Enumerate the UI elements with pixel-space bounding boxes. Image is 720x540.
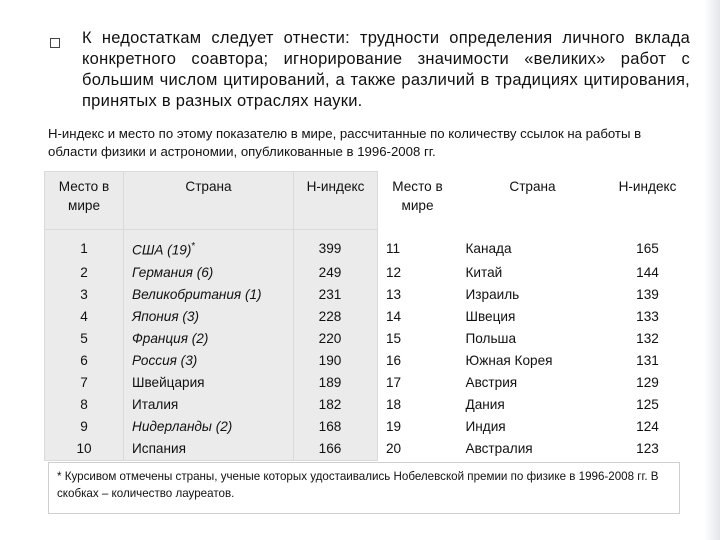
country-cell-text: Италия xyxy=(132,396,179,412)
header-country-2: Страна xyxy=(458,172,608,230)
country-cell-2-text: Австралия xyxy=(465,440,533,456)
rank-cell-2 xyxy=(378,394,458,416)
country-cell-2 xyxy=(458,350,608,372)
country-cell-2 xyxy=(458,306,608,328)
header-hindex: Н-индекс xyxy=(294,172,378,230)
hindex-cell-text: 220 xyxy=(318,330,342,346)
country-cell-text: США (19) xyxy=(132,242,192,258)
rank-cell-2 xyxy=(378,438,458,461)
rank-cell xyxy=(45,306,124,328)
table-row xyxy=(45,306,688,328)
hindex-cell xyxy=(294,230,378,262)
hindex-cell xyxy=(294,372,378,394)
country-cell-2-text: Китай xyxy=(465,264,503,280)
table-row xyxy=(45,438,688,461)
rank-cell-2 xyxy=(378,284,458,306)
hindex-cell-text: 189 xyxy=(318,374,342,390)
rank-cell-2-text: 15 xyxy=(386,330,402,346)
country-cell xyxy=(124,262,294,284)
country-cell-2-text: Австрия xyxy=(465,374,518,390)
rank-cell-text: 7 xyxy=(80,374,88,390)
table-body xyxy=(45,230,688,461)
header-hindex-2: Н-индекс xyxy=(608,172,688,230)
country-cell-text: Швейцария xyxy=(132,374,205,390)
hindex-cell-2-text: 125 xyxy=(636,396,659,412)
rank-cell-text: 8 xyxy=(80,396,88,412)
rank-cell-text: 1 xyxy=(80,240,88,256)
table-row xyxy=(45,394,688,416)
hindex-cell-2 xyxy=(608,350,688,372)
header-country: Страна xyxy=(124,172,294,230)
rank-cell xyxy=(45,284,124,306)
country-cell-text: Россия (3) xyxy=(132,352,198,368)
hindex-cell-text: 399 xyxy=(318,240,342,256)
country-cell-text: Япония (3) xyxy=(132,308,199,324)
rank-cell-2 xyxy=(378,262,458,284)
hindex-cell-text: 182 xyxy=(318,396,342,412)
country-cell-2 xyxy=(458,328,608,350)
header-rank-2: Место в мире xyxy=(378,172,458,230)
hindex-cell-2-text: 132 xyxy=(636,330,659,346)
country-cell-text: Испания xyxy=(132,440,186,456)
hindex-cell-2 xyxy=(608,328,688,350)
rank-cell-text: 6 xyxy=(80,352,88,368)
rank-cell xyxy=(45,416,124,438)
rank-cell-text: 4 xyxy=(80,308,88,324)
hindex-cell-2 xyxy=(608,394,688,416)
country-cell xyxy=(124,394,294,416)
country-cell-text: Нидерланды (2) xyxy=(132,418,233,434)
hindex-cell-2 xyxy=(608,262,688,284)
rank-cell-2 xyxy=(378,372,458,394)
hindex-cell-2 xyxy=(608,438,688,461)
country-cell-2 xyxy=(458,394,608,416)
footnote-marker: * xyxy=(191,241,196,252)
table-row xyxy=(45,230,688,262)
hindex-cell xyxy=(294,328,378,350)
rank-cell-2-text: 19 xyxy=(386,418,402,434)
hindex-cell xyxy=(294,350,378,372)
hindex-cell-text: 166 xyxy=(318,440,342,456)
square-bullet-icon xyxy=(50,38,60,48)
hindex-cell-2-text: 129 xyxy=(636,374,659,390)
country-cell-2 xyxy=(458,372,608,394)
rank-cell xyxy=(45,230,124,262)
hindex-cell-text: 228 xyxy=(318,308,342,324)
country-cell-2-text: Швеция xyxy=(465,308,516,324)
country-cell-2-text: Дания xyxy=(465,396,505,412)
h-index-table xyxy=(44,171,688,461)
table-row xyxy=(45,350,688,372)
table-row xyxy=(45,328,688,350)
rank-cell-text: 2 xyxy=(80,264,88,280)
country-cell-2 xyxy=(458,438,608,461)
hindex-cell-2-text: 124 xyxy=(636,418,659,434)
hindex-cell xyxy=(294,262,378,284)
country-cell-2 xyxy=(458,230,608,262)
country-cell xyxy=(124,284,294,306)
country-cell xyxy=(124,350,294,372)
page-edge-shadow xyxy=(704,0,720,540)
rank-cell-2-text: 11 xyxy=(386,240,401,256)
rank-cell xyxy=(45,394,124,416)
hindex-cell-text: 190 xyxy=(318,352,342,368)
hindex-cell-2 xyxy=(608,416,688,438)
country-cell-2-text: Южная Корея xyxy=(465,352,553,368)
footnote: * Курсивом отмечены страны, ученые которых удостаивались Нобелевской премии по физике в 1996-2008 гг. В скобках – количество лауреатов. xyxy=(48,462,680,514)
rank-cell-text: 5 xyxy=(80,330,88,346)
rank-cell xyxy=(45,372,124,394)
hindex-cell-2-text: 165 xyxy=(636,240,659,256)
rank-cell-2-text: 14 xyxy=(386,308,402,324)
rank-cell xyxy=(45,350,124,372)
table-row xyxy=(45,262,688,284)
rank-cell-2-text: 12 xyxy=(386,264,402,280)
hindex-cell-2 xyxy=(608,306,688,328)
hindex-cell-2 xyxy=(608,372,688,394)
hindex-cell-text: 249 xyxy=(318,264,342,280)
rank-cell-text: 9 xyxy=(80,418,88,434)
bullet-paragraph xyxy=(50,28,690,112)
hindex-cell xyxy=(294,284,378,306)
hindex-cell-2-text: 144 xyxy=(636,264,659,280)
rank-cell-2-text: 20 xyxy=(386,440,402,456)
hindex-cell-2-text: 123 xyxy=(636,440,659,456)
hindex-cell xyxy=(294,306,378,328)
hindex-cell xyxy=(294,438,378,461)
rank-cell-2-text: 13 xyxy=(386,286,402,302)
rank-cell-2 xyxy=(378,328,458,350)
rank-cell xyxy=(45,262,124,284)
country-cell-2 xyxy=(458,416,608,438)
table-header-row xyxy=(45,172,688,230)
hindex-cell xyxy=(294,416,378,438)
hindex-cell-2 xyxy=(608,230,688,262)
country-cell-2 xyxy=(458,284,608,306)
hindex-cell-2 xyxy=(608,284,688,306)
table-caption: Н-индекс и место по этому показателю в мире, рассчитанные по количеству ссылок на работы в области физики и астрономии, опубликованные в 1996-2008 гг. xyxy=(48,126,642,159)
rank-cell-2-text: 18 xyxy=(386,396,402,412)
rank-cell xyxy=(45,438,124,461)
rank-cell-2-text: 16 xyxy=(386,352,402,368)
country-cell xyxy=(124,416,294,438)
country-cell xyxy=(124,372,294,394)
country-cell-2-text: Канада xyxy=(465,240,512,256)
country-cell xyxy=(124,438,294,461)
table-row xyxy=(45,416,688,438)
country-cell-2 xyxy=(458,262,608,284)
rank-cell-2 xyxy=(378,416,458,438)
hindex-cell-text: 168 xyxy=(318,418,342,434)
bullet-text: К недостаткам следует отнести: трудности определения личного вклада конкретного соавтора; игнорирование значимости «великих» работ с большим числом цитирований, а также различий в традициях цитирования, принятых в разных отраслях науки. xyxy=(82,29,690,110)
rank-cell-2 xyxy=(378,306,458,328)
hindex-cell-text: 231 xyxy=(318,286,342,302)
hindex-cell-2-text: 139 xyxy=(636,286,659,302)
country-cell-text: Франция (2) xyxy=(132,330,209,346)
country-cell-2-text: Польша xyxy=(465,330,517,346)
rank-cell-2 xyxy=(378,350,458,372)
header-rank: Место в мире xyxy=(45,172,124,230)
country-cell xyxy=(124,328,294,350)
rank-cell xyxy=(45,328,124,350)
table-row xyxy=(45,284,688,306)
country-cell-text: Германия (6) xyxy=(132,264,214,280)
country-cell-text: Великобритания (1) xyxy=(132,286,262,302)
rank-cell-2 xyxy=(378,230,458,262)
hindex-cell-2-text: 133 xyxy=(636,308,659,324)
rank-cell-text: 10 xyxy=(76,440,92,456)
table-row xyxy=(45,372,688,394)
country-cell xyxy=(124,230,294,262)
country-cell-2-text: Индия xyxy=(465,418,506,434)
country-cell-2-text: Израиль xyxy=(465,286,520,302)
hindex-cell-2-text: 131 xyxy=(636,352,659,368)
country-cell xyxy=(124,306,294,328)
hindex-cell xyxy=(294,394,378,416)
rank-cell-2-text: 17 xyxy=(386,374,402,390)
rank-cell-text: 3 xyxy=(80,286,88,302)
